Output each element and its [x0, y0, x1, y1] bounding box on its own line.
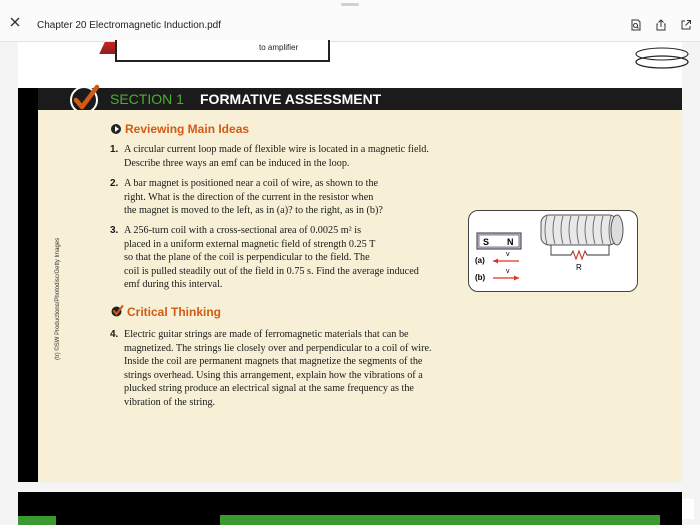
- previous-page-fragment: [18, 42, 682, 88]
- magnet-north-label: N: [507, 237, 514, 247]
- figure-box: [115, 40, 330, 62]
- checkmark-icon: [111, 305, 124, 317]
- magnet-coil-diagram: [468, 210, 638, 292]
- velocity-label-b: v: [506, 268, 510, 275]
- open-external-icon[interactable]: [680, 19, 692, 31]
- magnet-south-label: S: [483, 237, 490, 247]
- velocity-label-a: v: [506, 251, 510, 258]
- close-icon[interactable]: [8, 15, 22, 29]
- question-4: 4. Electric guitar strings are made of ferromagnetic materials that can be magnetized. The strings lie closely over and perpendicular to a coil of wire. Inside the coil are permanent magnets that magnetize the segments of the strings overhead. Using this arrangement, explain how the vibrations of a plucked string produce an electrical signal at the same frequency as the vibration of the string.: [110, 329, 432, 408]
- critical-heading: Critical Thinking: [111, 305, 221, 319]
- play-bullet-icon: [111, 124, 121, 134]
- search-document-icon[interactable]: [630, 19, 642, 31]
- resistor-circuit: [551, 245, 609, 259]
- pdf-page[interactable]: [18, 42, 682, 482]
- figure-caption: to amplifier: [259, 43, 299, 52]
- question-3: 3. A 256-turn coil with a cross-sectional area of 0.0025 m² is placed in a uniform external magnetic field of strength 0.25 T so that the plane of the coil is perpendicular to the field. The coil is pulled steadily out of the field in 0.75 s. Find the average induced emf during this interval.: [110, 225, 419, 291]
- reviewing-heading: Reviewing Main Ideas: [111, 122, 249, 136]
- document-title: Chapter 20 Electromagnetic Induction.pdf: [37, 20, 221, 31]
- share-icon[interactable]: [655, 19, 667, 31]
- coil-sketch: [632, 42, 682, 72]
- assessment-panel: [38, 110, 682, 482]
- drag-handle[interactable]: [341, 3, 359, 6]
- next-page-fragment[interactable]: [18, 482, 682, 525]
- section-header: [38, 88, 682, 110]
- question-1: 1. A circular current loop made of flexible wire is located in a magnetic field. Describe three ways an emf can be induced in the loop.: [110, 144, 429, 169]
- label-b: (b): [475, 273, 486, 282]
- viewer-toolbar: [0, 0, 700, 42]
- question-2: 2. A bar magnet is positioned near a coil of wire, as shown to the right. What is the direction of the current in the resistor when the magnet is moved to the left, as in (a)? to the right, as in (b)?: [110, 178, 383, 217]
- coil: [541, 215, 623, 245]
- resistor-label: R: [576, 263, 582, 272]
- photo-credit: (tr) ©SW Productions/Photodisc/Getty Images: [55, 237, 61, 360]
- label-a: (a): [475, 256, 485, 265]
- section-title: FORMATIVE ASSESSMENT: [200, 91, 382, 107]
- section-number: SECTION 1: [110, 91, 184, 107]
